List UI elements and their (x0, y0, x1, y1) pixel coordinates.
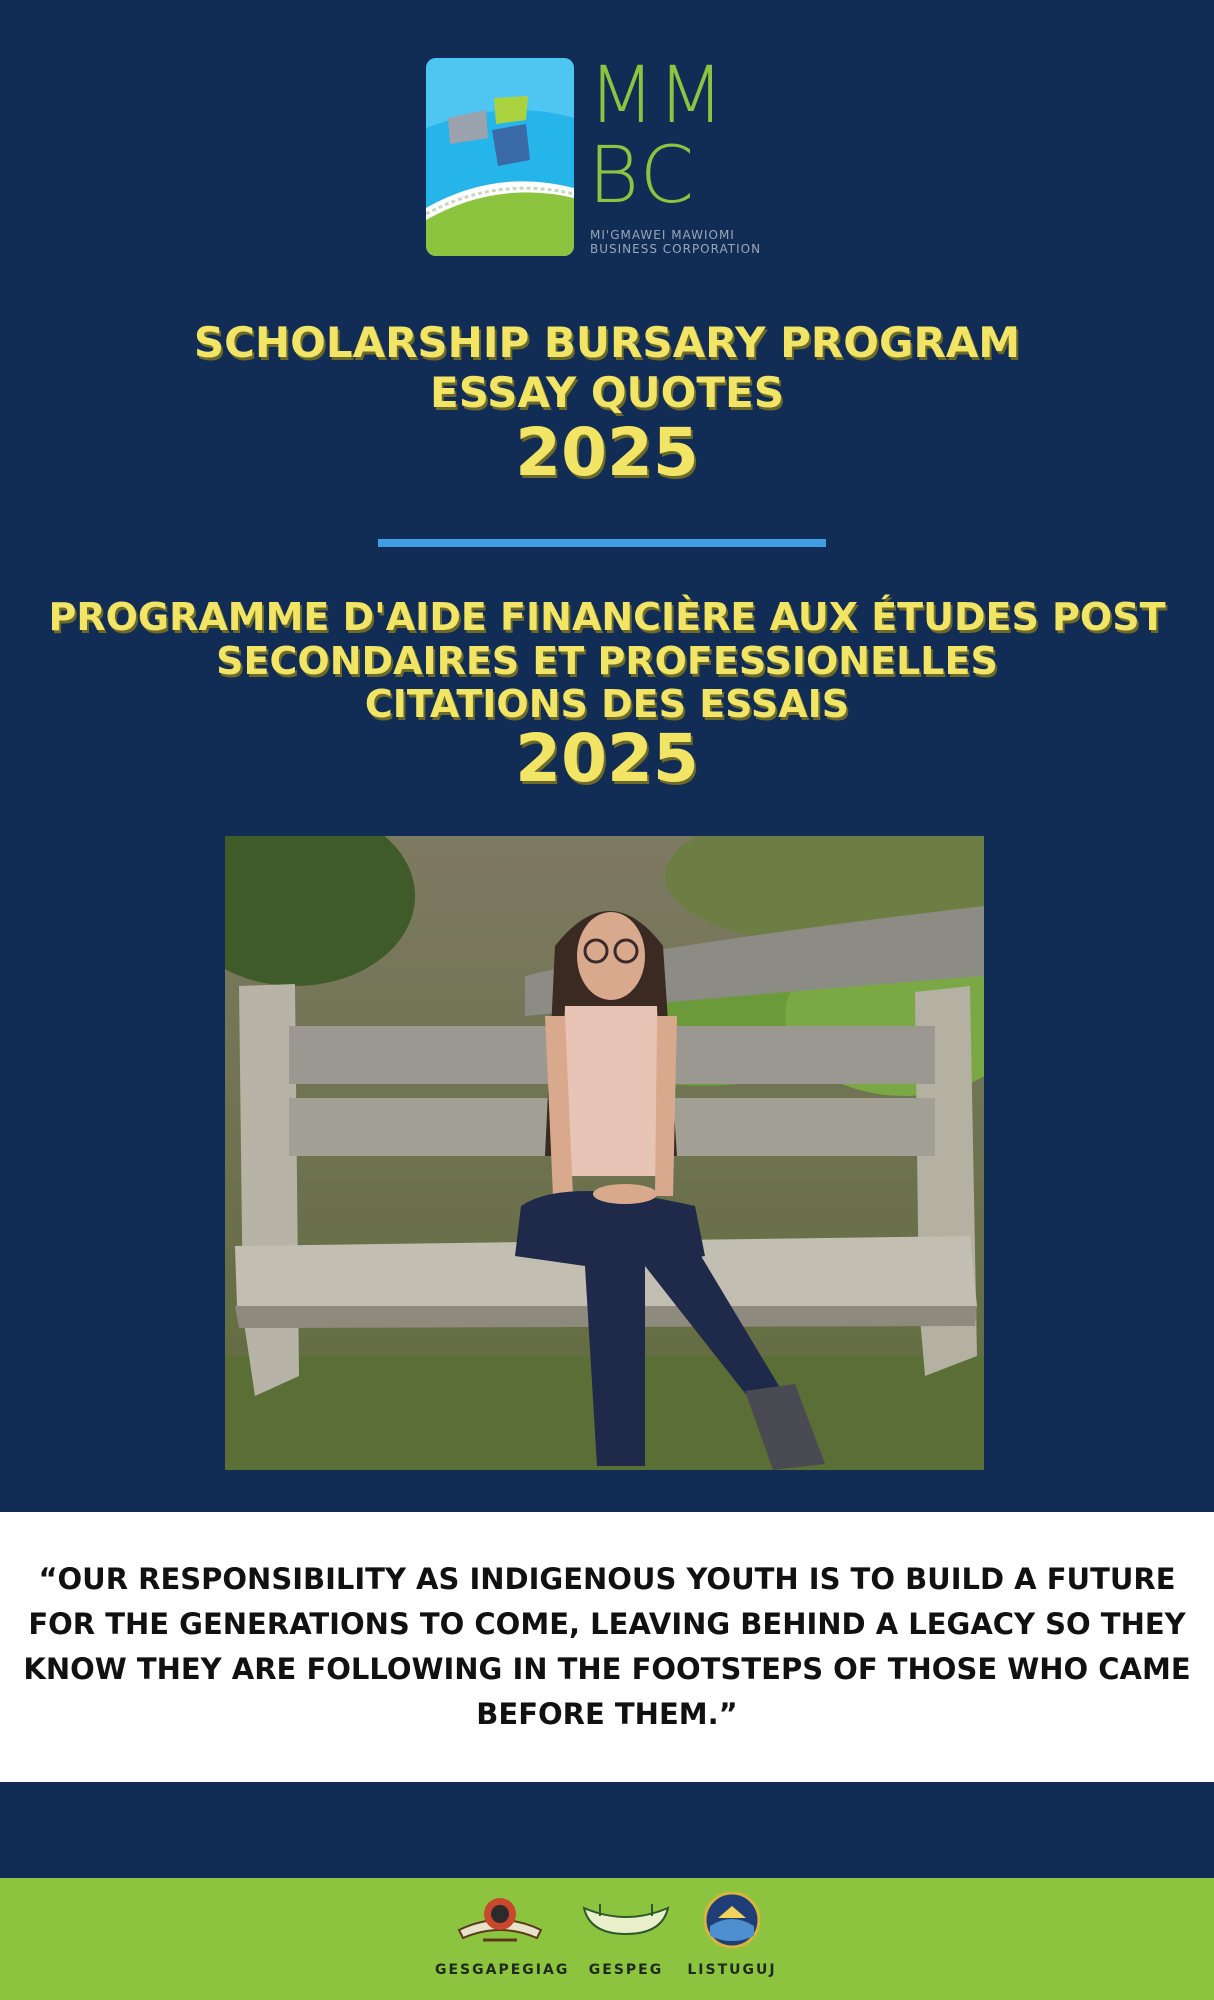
student-photo (225, 836, 984, 1470)
essay-quote: “OUR RESPONSIBILITY AS INDIGENOUS YOUTH IS TO BUILD A FUTURE FOR THE GENERATIONS TO COME, LEAVING BEHIND A LEGACY SO THEY KNOW THEY ARE FOLLOWING IN THE FOOTSTEPS OF THOSE WHO CAME BEFORE THEM.” (23, 1562, 1191, 1731)
french-title-line1: PROGRAMME D'AIDE FINANCIÈRE AUX ÉTUDES POST (48, 595, 1166, 639)
section-divider (378, 539, 826, 547)
logo-letters-bc: BC (588, 131, 697, 221)
english-title-line1: SCHOLARSHIP BURSARY PROGRAM (193, 318, 1021, 367)
english-title-line2: ESSAY QUOTES (430, 368, 784, 417)
quote-band (0, 1512, 1214, 1782)
french-year: 2025 (515, 720, 699, 797)
listuguj-logo-icon (702, 1890, 762, 1950)
logo-subtitle-line1: MI'GMAWEI MAWIOMI (590, 228, 735, 242)
logo-letters-mm: MM (588, 51, 727, 141)
mmbc-logo-letters (588, 51, 774, 221)
mmbc-logo (424, 51, 776, 260)
nation-label-gespeg: GESPEG (588, 1962, 664, 1978)
logo-subtitle (590, 228, 780, 256)
logo-subtitle-line2: BUSINESS CORPORATION (590, 242, 762, 256)
nation-label-gesgapegiag: GESGAPEGIAG (435, 1962, 570, 1978)
nation-label-listuguj: LISTUGUJ (687, 1962, 777, 1978)
english-year: 2025 (515, 414, 699, 491)
footer (0, 1878, 1214, 2000)
gespeg-logo-icon (582, 1900, 670, 1940)
french-title-line3: CITATIONS DES ESSAIS (364, 682, 850, 726)
french-title-line2: SECONDAIRES ET PROFESSIONELLES (216, 639, 998, 683)
mmbc-logo-mark-icon (426, 58, 574, 256)
gesgapegiag-logo-icon (453, 1890, 547, 1950)
